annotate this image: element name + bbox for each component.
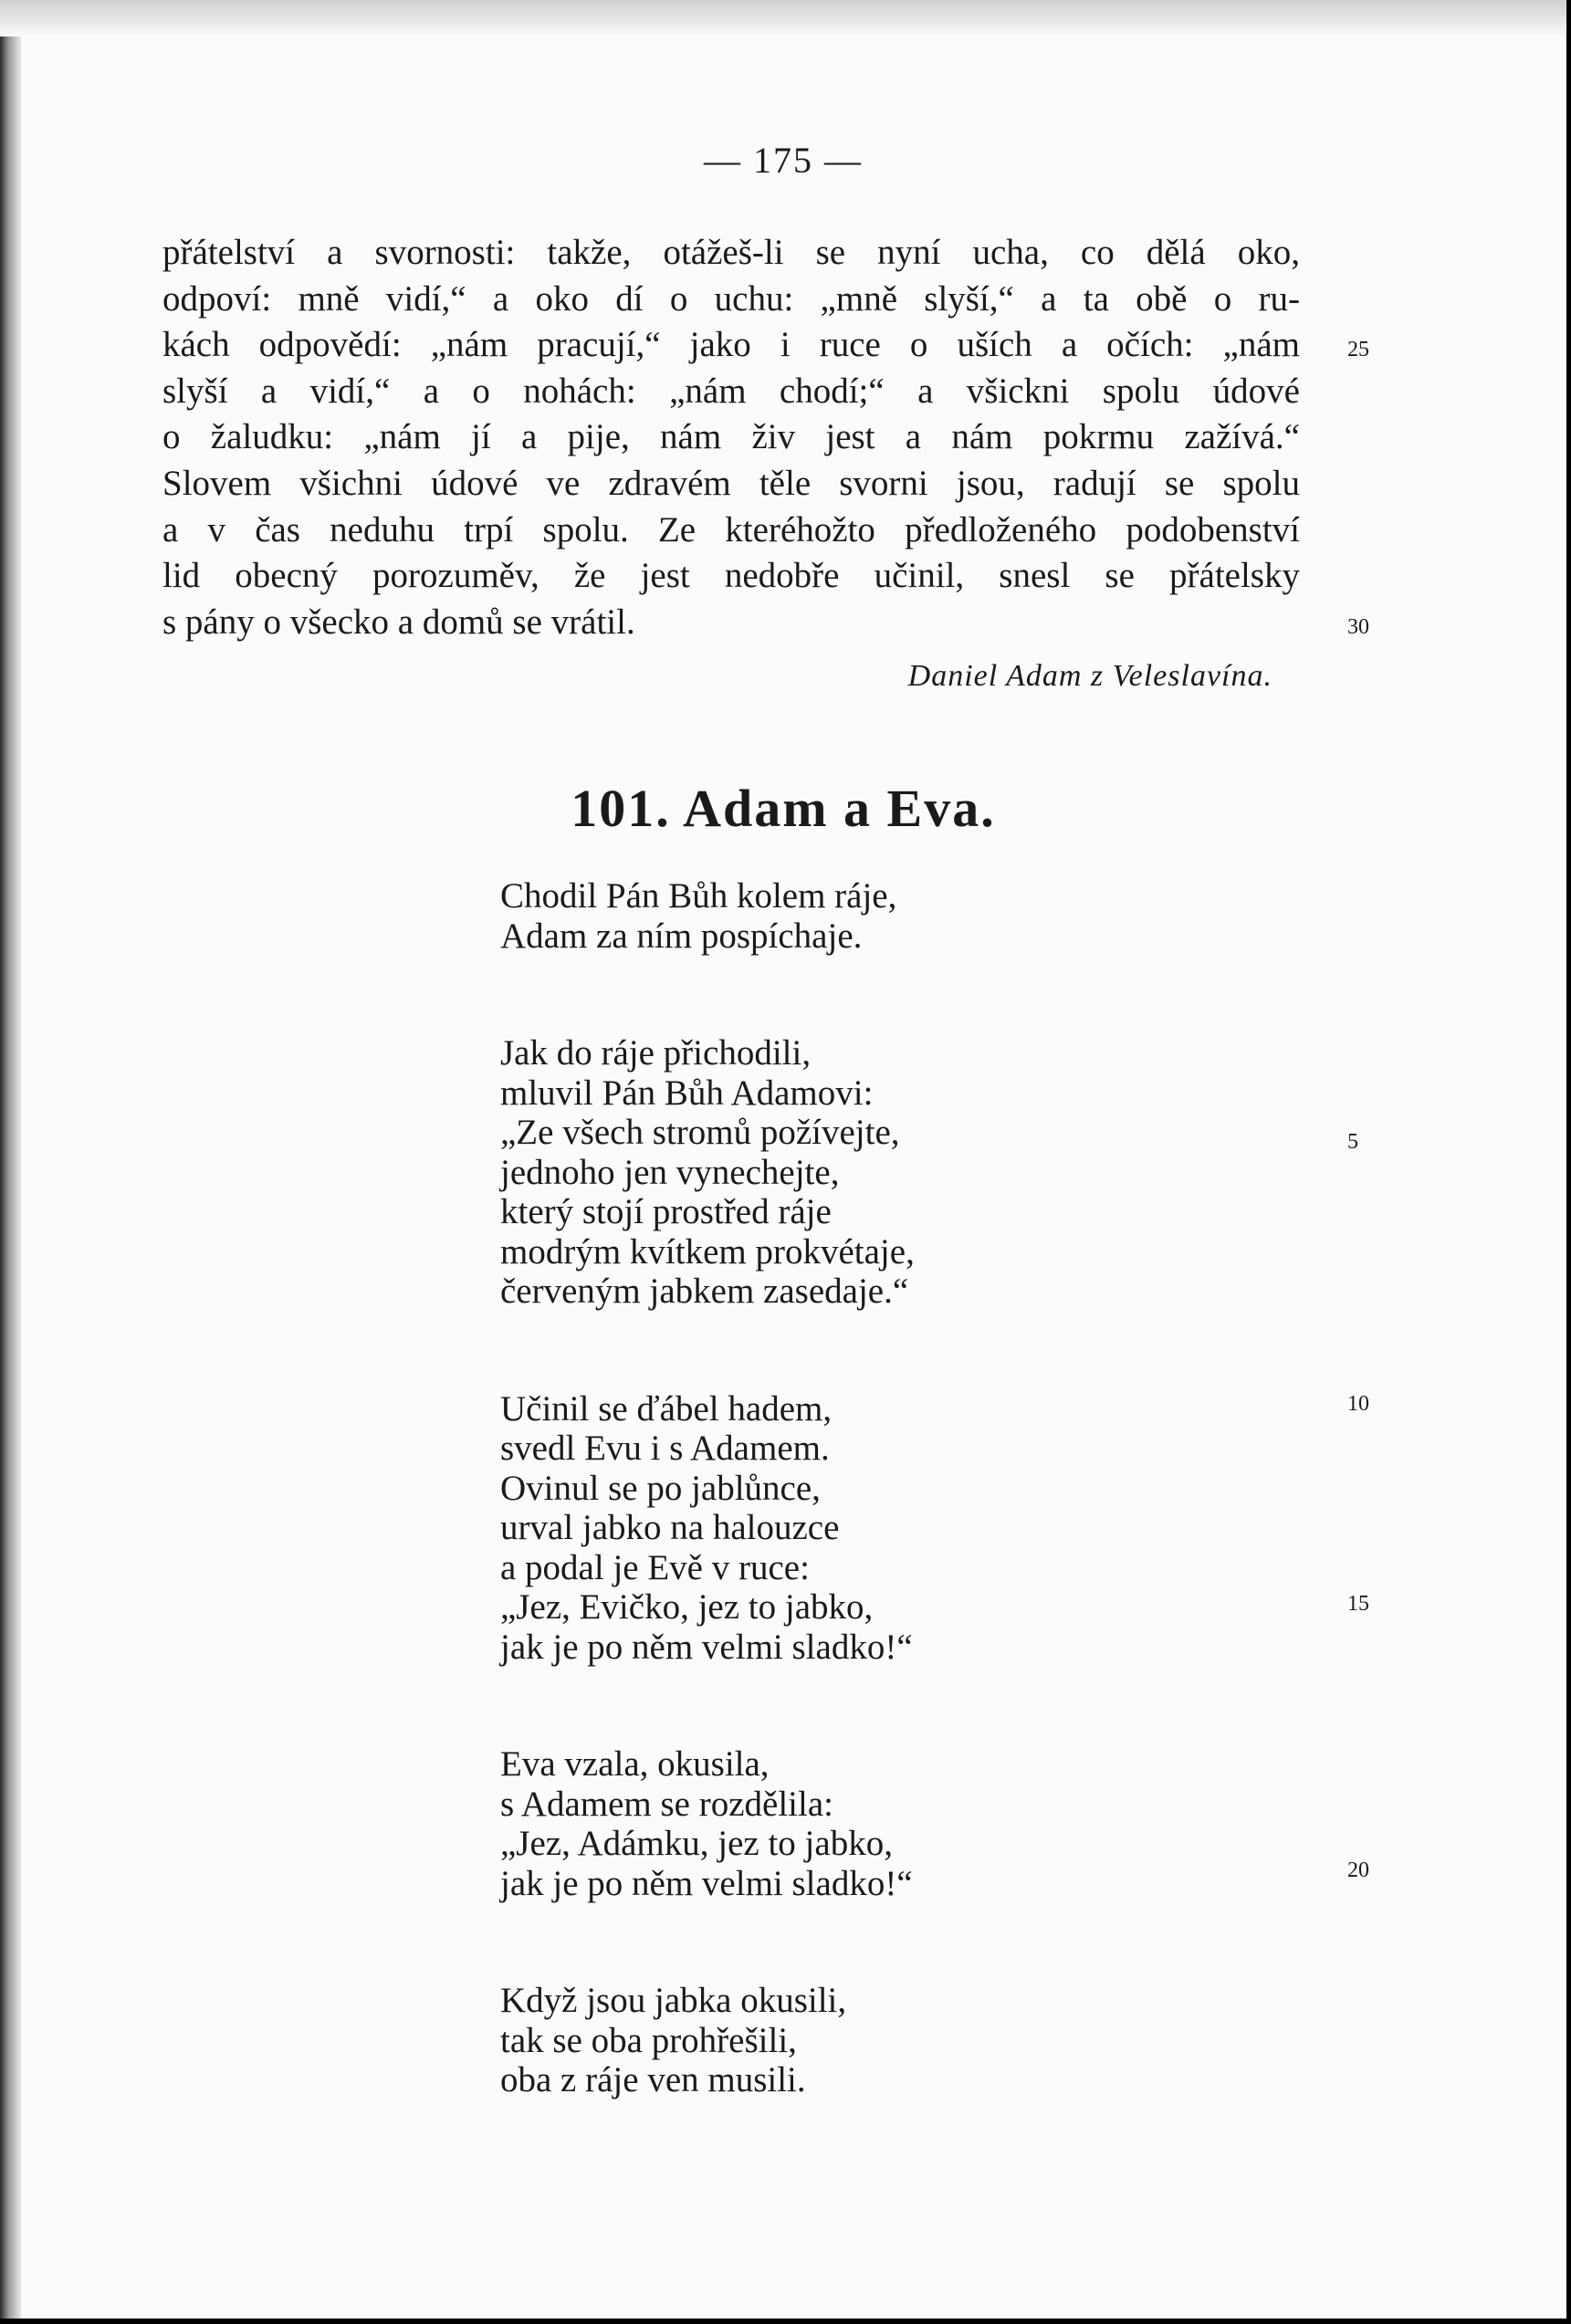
verse-line: jednoho jen vynechejte,: [500, 1152, 840, 1192]
verse-line: Eva vzala, okusila,: [500, 1744, 770, 1784]
verse-line: Ovinul se po jablůnce,: [500, 1468, 821, 1508]
verse-line: „Jez, Adámku, jez to jabko,: [500, 1824, 893, 1863]
prose-paragraph: [162, 230, 1300, 645]
verse-line: jak je po něm velmi sladko!“: [500, 1627, 913, 1667]
poem: [500, 876, 915, 2178]
line-number: 25: [1347, 338, 1369, 361]
verse-line: který stojí prostřed ráje: [500, 1192, 832, 1231]
stanza: [500, 1033, 915, 1312]
prose-line: slyší a vidí,“ a o nohách: „nám chodí;“ a všickni spolu údové: [162, 371, 1300, 411]
line-number: 5: [1347, 1130, 1358, 1154]
verse-line: s Adamem se rozdělila:: [500, 1784, 833, 1824]
page-spine-shadow: [0, 0, 22, 2319]
stanza: [500, 876, 915, 956]
verse-line: mluvil Pán Bůh Adamovi:: [500, 1073, 874, 1113]
poem-title: 101. Adam a Eva.: [571, 779, 996, 838]
verse-line: jak je po něm velmi sladko!“: [500, 1863, 913, 1903]
line-number: 30: [1347, 615, 1369, 639]
line-number: 15: [1347, 1592, 1369, 1616]
verse-line: Jak do ráje přichodili,: [500, 1033, 812, 1073]
prose-line: o žaludku: „nám jí a pije, nám živ jest a nám pokrmu zažívá.“: [162, 417, 1300, 457]
verse-line: svedl Evu i s Adamem.: [500, 1429, 830, 1468]
stanza: [500, 1389, 915, 1668]
stanza: [500, 1744, 915, 1903]
verse-line: tak se oba prohřešili,: [500, 2020, 797, 2060]
prose-line: a v čas neduhu trpí spolu. Ze kteréhožto předloženého podobenství: [162, 509, 1300, 550]
prose-line: odpoví: mně vidí,“ a oko dí o uchu: „mně slyší,“ a ta obě o ru-: [162, 278, 1300, 319]
verse-line: a podal je Evě v ruce:: [500, 1547, 810, 1587]
prose-line: Slovem všichni údové ve zdravém těle svorni jsou, radují se spolu: [162, 463, 1300, 503]
verse-line: červeným jabkem zasedaje.“: [500, 1272, 909, 1311]
prose-line: kách odpovědí: „nám pracují,“ jako i ruce o uších a očích: „nám: [162, 325, 1300, 365]
verse-line: „Jez, Evičko, jez to jabko,: [500, 1587, 874, 1627]
prose-line: přátelství a svornosti: takže, otážeš-li se nyní ucha, co dělá oko,: [162, 233, 1300, 272]
stanza: [500, 1981, 915, 2100]
prose-line: lid obecný porozuměv, že jest nedobře učinil, snesl se přátelsky: [162, 556, 1300, 596]
verse-line: Když jsou jabka okusili,: [500, 1981, 847, 2020]
verse-line: modrým kvítkem prokvétaje,: [500, 1231, 915, 1272]
page-number: — 175 —: [704, 140, 863, 181]
page-top-shadow: [0, 0, 1566, 37]
line-number: 10: [1347, 1392, 1369, 1416]
verse-line: „Ze všech stromů požívejte,: [500, 1113, 900, 1152]
verse-line: oba z ráje ven musili.: [500, 2060, 806, 2099]
line-number: 20: [1347, 1858, 1369, 1882]
verse-line: urval jabko na halouzce: [500, 1508, 840, 1547]
prose-line: s pány o všecko a domů se vrátil.: [162, 602, 635, 642]
verse-line: Adam za ním pospíchaje.: [500, 916, 863, 956]
verse-line: Učinil se ďábel hadem,: [500, 1388, 833, 1429]
author-attribution: Daniel Adam z Veleslavína.: [907, 659, 1273, 693]
verse-line: Chodil Pán Bůh kolem ráje,: [500, 876, 897, 916]
